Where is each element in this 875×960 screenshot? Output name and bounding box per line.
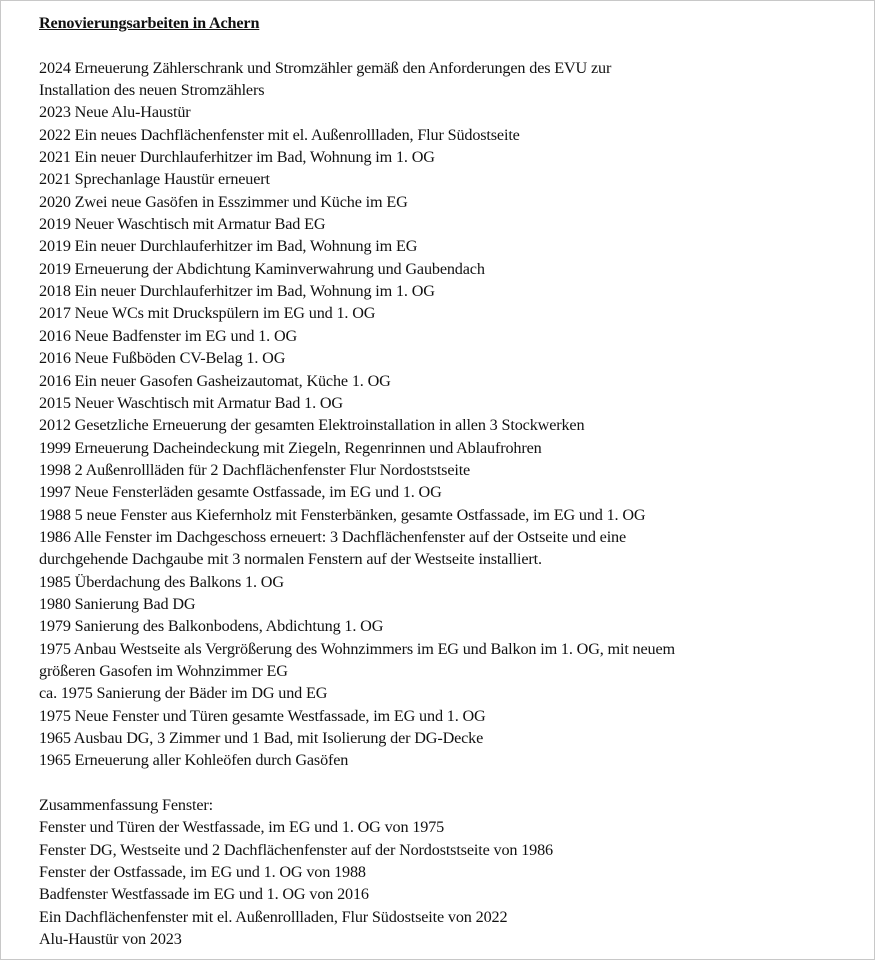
list-item: 1988 5 neue Fenster aus Kiefernholz mit Fensterbänken, gesamte Ostfassade, im EG und 1. OG	[39, 505, 646, 524]
paragraph-gap	[39, 772, 859, 794]
summary-line: Badfenster Westfassade im EG und 1. OG von 2016	[39, 885, 369, 904]
list-item: durchgehende Dachgaube mit 3 normalen Fenstern auf der Westseite installiert.	[39, 550, 542, 569]
list-item: 1979 Sanierung des Balkonbodens, Abdichtung 1. OG	[39, 617, 384, 636]
list-item: 1965 Ausbau DG, 3 Zimmer und 1 Bad, mit Isolierung der DG-Decke	[39, 729, 484, 747]
list-item: 1997 Neue Fensterläden gesamte Ostfassade, im EG und 1. OG	[39, 483, 442, 502]
document-title: Renovierungsarbeiten in Achern	[39, 14, 260, 32]
list-item: 2016 Ein neuer Gasofen Gasheizautomat, Küche 1. OG	[39, 371, 391, 390]
list-item: 2017 Neue WCs mit Druckspülern im EG und 1. OG	[39, 304, 376, 323]
list-item: 1999 Erneuerung Dacheindeckung mit Ziegeln, Regenrinnen und Ablaufrohren	[39, 438, 542, 457]
list-item: 2019 Ein neuer Durchlauferhitzer im Bad, Wohnung im EG	[39, 237, 418, 256]
summary-heading: Zusammenfassung Fenster:	[39, 796, 213, 815]
list-item: 2016 Neue Badfenster im EG und 1. OG	[39, 326, 298, 345]
list-item: 2021 Sprechanlage Haustür erneuert	[39, 170, 270, 189]
list-item: 2019 Erneuerung der Abdichtung Kaminverwahrung und Gaubendach	[39, 259, 485, 278]
list-item: 1986 Alle Fenster im Dachgeschoss erneuert: 3 Dachflächenfenster auf der Ostseite und eine	[39, 527, 627, 546]
list-item: 2015 Neuer Waschtisch mit Armatur Bad 1. OG	[39, 393, 343, 412]
list-item: 2016 Neue Fußböden CV-Belag 1. OG	[39, 349, 286, 368]
list-item: 1965 Erneuerung aller Kohleöfen durch Gasöfen	[39, 751, 349, 770]
list-item: 1980 Sanierung Bad DG	[39, 594, 196, 613]
window-summary	[39, 794, 859, 950]
list-item: 2021 Ein neuer Durchlauferhitzer im Bad, Wohnung im 1. OG	[39, 148, 435, 167]
list-item: 2012 Gesetzliche Erneuerung der gesamten Elektroinstallation in allen 3 Stockwerken	[39, 416, 585, 435]
summary-line: Alu-Haustür von 2023	[39, 930, 182, 949]
summary-line: Fenster DG, Westseite und 2 Dachflächenfenster auf der Nordoststseite von 1986	[39, 840, 553, 859]
renovation-list	[39, 57, 859, 772]
summary-line: Ein Dachflächenfenster mit el. Außenrollladen, Flur Südostseite von 2022	[39, 907, 508, 926]
list-item: 1975 Neue Fenster und Türen gesamte Westfassade, im EG und 1. OG	[39, 706, 486, 725]
list-item: 2020 Zwei neue Gasöfen in Esszimmer und Küche im EG	[39, 192, 408, 211]
list-item: 1998 2 Außenrollläden für 2 Dachflächenfenster Flur Nordoststseite	[39, 460, 471, 479]
list-item: 2024 Erneuerung Zählerschrank und Stromzähler gemäß den Anforderungen des EVU zur	[39, 58, 612, 77]
list-item: 1985 Überdachung des Balkons 1. OG	[39, 572, 284, 591]
summary-line: Fenster der Ostfassade, im EG und 1. OG von 1988	[39, 863, 366, 882]
list-item: größeren Gasofen im Wohnzimmer EG	[39, 661, 288, 680]
summary-line: Fenster und Türen der Westfassade, im EG und 1. OG von 1975	[39, 818, 445, 837]
list-item: 2019 Neuer Waschtisch mit Armatur Bad EG	[39, 215, 326, 234]
document-body	[39, 12, 859, 950]
list-item: 2023 Neue Alu-Haustür	[39, 103, 191, 122]
list-item: ca. 1975 Sanierung der Bäder im DG und EG	[39, 684, 328, 703]
list-item: 2022 Ein neues Dachflächenfenster mit el. Außenrollladen, Flur Südostseite	[39, 125, 520, 144]
list-item: 1975 Anbau Westseite als Vergrößerung des Wohnzimmers im EG und Balkon im 1. OG, mit neuem	[39, 639, 675, 658]
list-item: 2018 Ein neuer Durchlauferhitzer im Bad, Wohnung im 1. OG	[39, 282, 435, 301]
list-item: Installation des neuen Stromzählers	[39, 81, 265, 100]
